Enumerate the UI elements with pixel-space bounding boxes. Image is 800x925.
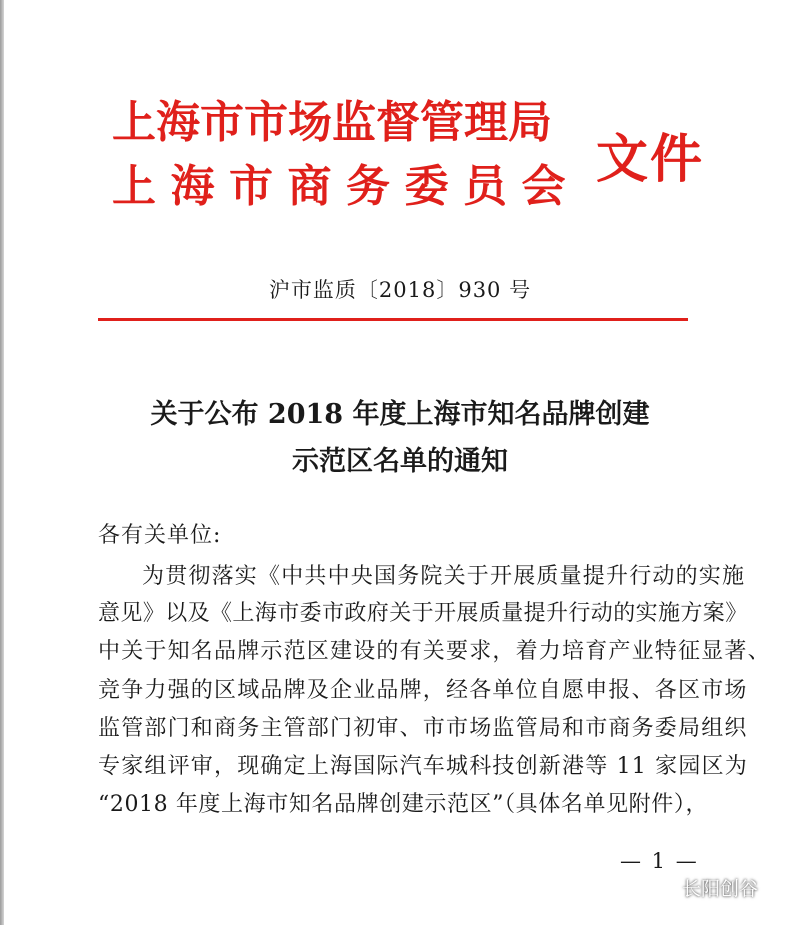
body-line: 为贯彻落实《中共中央国务院关于开展质量提升行动的实施 (142, 564, 746, 589)
wechat-icon (646, 875, 676, 899)
document-header (112, 98, 712, 228)
watermark (646, 872, 758, 902)
body-line: 监管部门和商务主管部门初审、市市场监管局和市商务委局组织 (98, 716, 748, 741)
body-line: 竞争力强的区域品牌及企业品牌，经各单位自愿申报、各区市场 (98, 678, 748, 703)
notice-title-line-1: 关于公布 2018 年度上海市知名品牌创建 (150, 399, 650, 430)
watermark-text: 长阳创谷 (682, 877, 759, 900)
document-number: 沪市监质〔2018〕930 号 (268, 278, 532, 302)
issuer-line-1: 上海市市场监督管理局 (112, 97, 552, 148)
body-line: 意见》以及《上海市委市政府关于开展质量提升行动的实施方案》 (98, 601, 748, 626)
salutation: 各有关单位: (98, 523, 222, 548)
body-line: 中关于知名品牌示范区建设的有关要求，着力培育产业特征显著、 (98, 639, 771, 664)
body-line: 专家组评审，现确定上海国际汽车城科技创新港等 11 家园区为 (98, 754, 748, 779)
page-number: — 1 — (620, 849, 699, 873)
document-kind: 文件 (596, 130, 705, 190)
notice-title-line-2: 示范区名单的通知 (292, 446, 508, 477)
body-line: “2018 年度上海市知名品牌创建示范区”（具体名单见附件）， (98, 792, 709, 817)
red-divider (98, 318, 688, 321)
issuer-line-2: 上海市商务委员会 (112, 161, 580, 212)
